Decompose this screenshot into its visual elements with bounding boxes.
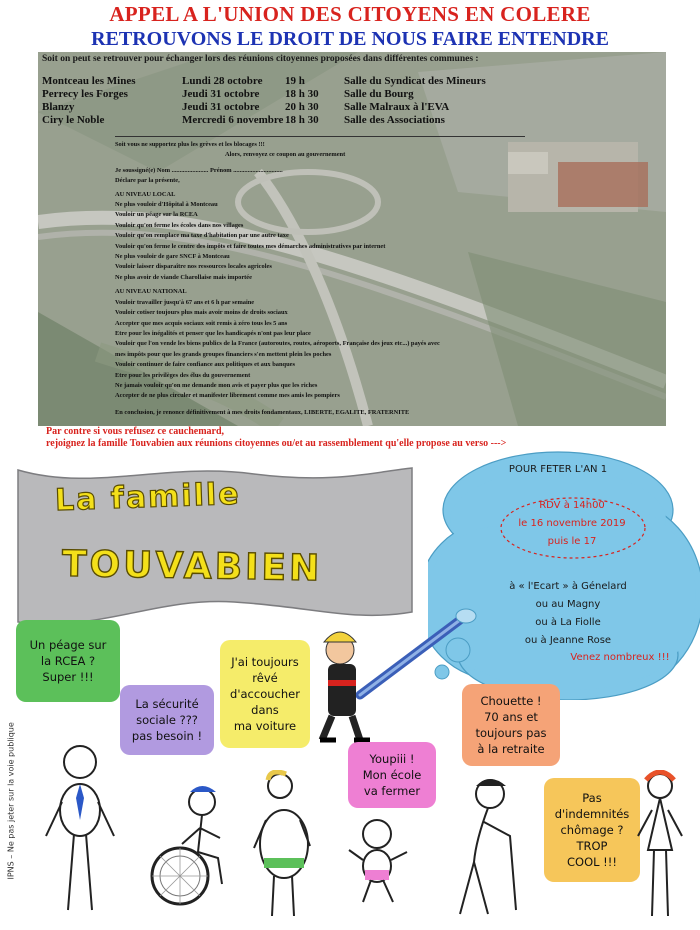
coupon-line2: Alors, renvoyez ce coupon au gouvernement bbox=[225, 151, 346, 159]
stick-figure-baby bbox=[345, 810, 415, 910]
speech-bubble-peage bbox=[16, 620, 120, 702]
cloud-place: à « l'Ecart » à Génelard bbox=[509, 581, 627, 592]
meeting-time: 18 h 30 bbox=[285, 114, 319, 126]
coupon-conclusion: En conclusion, je renonce définitivement à mes droits fondamentaux, LIBERTE, EGALITE, FRATERNITE bbox=[115, 408, 410, 416]
stick-figure-wheelchair bbox=[140, 780, 250, 910]
cloud-date: le 16 novembre 2019 bbox=[518, 518, 626, 529]
bubble-line: pas besoin ! bbox=[131, 729, 203, 743]
local-item: Vouloir qu'on ferme les écoles dans nos villages bbox=[115, 221, 244, 229]
bubble-line: J'ai toujours bbox=[231, 655, 299, 669]
local-title: AU NIVEAU LOCAL bbox=[115, 190, 176, 198]
bubble-line: Super !!! bbox=[42, 670, 94, 684]
bubble-line: d'accoucher bbox=[230, 687, 300, 701]
national-item: Etre pour les inégalités et penser que les handicapés n'ont pas leur place bbox=[115, 329, 311, 337]
national-title: AU NIVEAU NATIONAL bbox=[115, 288, 187, 296]
bubble-line: Pas bbox=[582, 791, 602, 805]
meeting-town: Perrecy les Forges bbox=[42, 88, 128, 100]
bubble-line: dans bbox=[251, 703, 279, 717]
meeting-date: Jeudi 31 octobre bbox=[182, 88, 260, 100]
bubble-line: à la retraite bbox=[477, 742, 545, 756]
stick-figure-pregnant bbox=[250, 770, 320, 920]
red-notice-line2: rejoignez la famille Touvabien aux réunions citoyennes ou/et au rassemblement qu'elle propose au verso ---> bbox=[46, 438, 507, 449]
local-item: Ne plus vouloir d'Hôpital à Montceau bbox=[115, 201, 218, 209]
meeting-place: Salle du Syndicat des Mineurs bbox=[344, 75, 486, 87]
divider bbox=[115, 136, 525, 137]
cloud-rdv: RDV à 14h00 bbox=[539, 500, 605, 511]
meeting-time: 19 h bbox=[285, 75, 305, 87]
bubble-line: 70 ans et bbox=[484, 710, 538, 724]
meeting-date: Mercredi 6 novembre bbox=[182, 114, 284, 126]
meeting-row bbox=[42, 88, 662, 101]
coupon-form-line2: Déclare par la présente, bbox=[115, 177, 180, 185]
stick-figure-man bbox=[40, 740, 120, 920]
meeting-place: Salle du Bourg bbox=[344, 88, 414, 100]
national-item: Vouloir que l'on vende les biens publics de la France (autoroutes, routes, aéroports, Française des jeux etc...) payés avec bbox=[115, 340, 440, 348]
meeting-row bbox=[42, 114, 662, 127]
local-item: Vouloir qu'on remplace ma taxe d'habitation par une autre taxe bbox=[115, 232, 289, 240]
red-notice-line1: Par contre si vous refusez ce cauchemard, bbox=[46, 426, 225, 437]
speech-bubble-securite bbox=[120, 685, 214, 755]
page-title: APPEL A L'UNION DES CITOYENS EN COLERE bbox=[109, 2, 591, 26]
cloud-place: ou à La Fiolle bbox=[535, 617, 601, 628]
speech-bubble-retraite bbox=[462, 684, 560, 766]
local-item: Vouloir un péage sur la RCEA bbox=[115, 211, 198, 219]
meeting-place: Salle Malraux à l'EVA bbox=[344, 101, 450, 113]
local-item: Vouloir qu'on ferme le centre des impôts et faire toutes mes démarches administratives par internet bbox=[115, 242, 386, 250]
meetings-table bbox=[42, 75, 662, 127]
local-item: Ne plus avoir de viande Charollaise mais importée bbox=[115, 273, 252, 281]
bubble-line: va fermer bbox=[363, 784, 421, 798]
meeting-time: 20 h 30 bbox=[285, 101, 319, 113]
cloud-place: ou à Jeanne Rose bbox=[524, 635, 612, 646]
local-item: Vouloir laisser disparaître nos ressources locales agricoles bbox=[115, 263, 272, 271]
meeting-town: Ciry le Noble bbox=[42, 114, 105, 126]
bubble-line: rêvé bbox=[252, 671, 278, 685]
cloud-place: ou au Magny bbox=[535, 599, 601, 610]
bubble-line: TROP bbox=[576, 839, 608, 853]
national-item: mes impôts pour que les grands groupes financiers s'en mettent plein les poches bbox=[115, 350, 332, 358]
bubble-line: sociale ??? bbox=[136, 713, 198, 727]
bubble-line: Youpiii ! bbox=[369, 752, 415, 766]
national-item: Accepter de ne plus circuler et manifester librement comme mes amis les pompiers bbox=[115, 392, 340, 400]
bubble-line: Un péage sur bbox=[29, 638, 107, 652]
cloud-call: Venez nombreux !!! bbox=[570, 652, 670, 663]
meeting-date: Lundi 28 octobre bbox=[182, 75, 263, 87]
national-item: Vouloir travailler jusqu'à 67 ans et 6 h par semaine bbox=[115, 298, 255, 306]
bubble-line: Mon école bbox=[362, 768, 422, 782]
coupon-form-label: Je soussigné(e) Nom ....................... Prénom ............................... bbox=[115, 166, 283, 174]
meeting-time: 18 h 30 bbox=[285, 88, 319, 100]
national-item: Vouloir cotiser toujours plus mais avoir moins de droits sociaux bbox=[115, 309, 288, 317]
cloud-heading: POUR FETER L'AN 1 bbox=[508, 464, 608, 475]
meeting-place: Salle des Associations bbox=[344, 114, 445, 126]
meeting-row bbox=[42, 101, 662, 114]
meeting-date: Jeudi 31 octobre bbox=[182, 101, 260, 113]
national-item: Vouloir continuer de faire confiance aux politiques et aux banques bbox=[115, 361, 295, 369]
cloud-then: puis le 17 bbox=[547, 536, 597, 547]
banner-word1: La famille bbox=[54, 476, 242, 519]
speech-bubble-chomage bbox=[544, 778, 640, 882]
speech-bubble-accoucher bbox=[220, 640, 310, 748]
bubble-line: toujours pas bbox=[475, 726, 547, 740]
bubble-line: d'indemnités bbox=[554, 807, 630, 821]
stick-figure-old-man bbox=[430, 770, 530, 920]
bubble-line: COOL !!! bbox=[566, 855, 618, 869]
meeting-town: Montceau les Mines bbox=[42, 75, 136, 87]
page-subtitle: RETROUVONS LE DROIT DE NOUS FAIRE ENTENDRE bbox=[91, 28, 609, 50]
meeting-row bbox=[42, 75, 662, 88]
coupon-line1: Soit vous ne supportez plus les grèves et les blocages !!! bbox=[115, 141, 265, 148]
bubble-line: La sécurité bbox=[135, 697, 199, 711]
national-item: Ne jamais vouloir qu'on me demande mon avis et payer plus que les riches bbox=[115, 381, 318, 389]
bubble-line: Chouette ! bbox=[480, 694, 542, 708]
bubble-line: chômage ? bbox=[560, 823, 624, 837]
national-item: Etre pour les privilèges des élus du gouvernement bbox=[115, 371, 251, 379]
speech-bubble-ecole bbox=[348, 742, 436, 808]
ipns-note: IPNS – Ne pas jeter sur la voie publique bbox=[6, 722, 16, 880]
banner-word2: TOUVABIEN bbox=[61, 543, 323, 590]
national-item: Accepter que mes acquis sociaux soit remis à zéro tous les 5 ans bbox=[115, 319, 288, 327]
cloud-places bbox=[478, 578, 658, 650]
meeting-town: Blanzy bbox=[42, 101, 75, 113]
stick-figure-woman bbox=[630, 770, 690, 920]
bubble-line: ma voiture bbox=[233, 719, 297, 733]
bubble-line: la RCEA ? bbox=[40, 654, 96, 668]
coupon-block bbox=[115, 140, 655, 418]
intro-text: Soit on peut se retrouver pour échanger lors des réunions citoyennes proposées dans différentes communes : bbox=[42, 54, 479, 64]
local-item: Ne plus vouloir de gare SNCF à Montceau bbox=[115, 253, 230, 261]
